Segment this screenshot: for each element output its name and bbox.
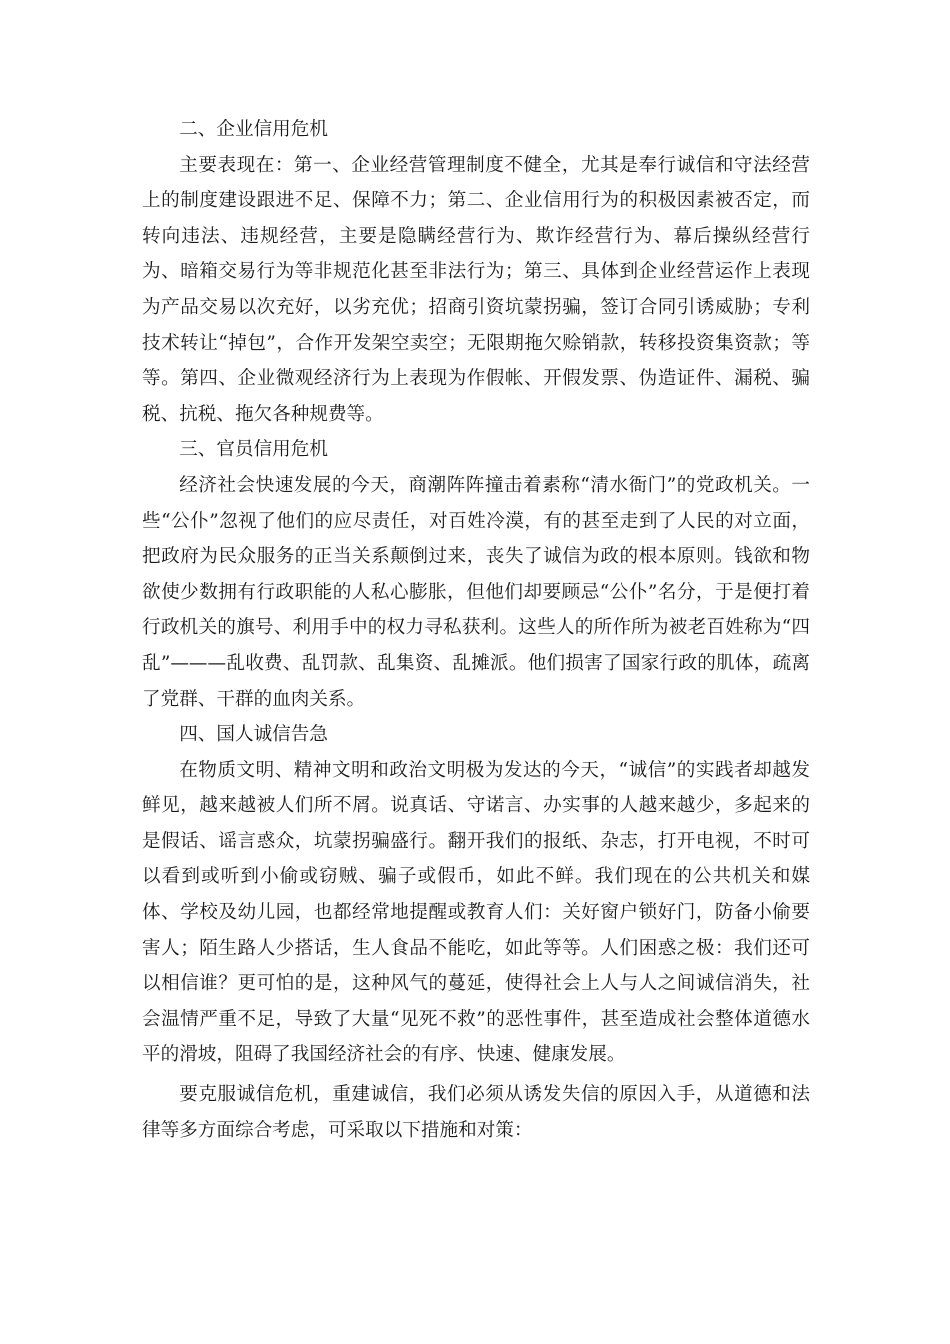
section-body-official-credit: 经济社会快速发展的今天，商潮阵阵撞击着素称“清水衙门”的党政机关。一些“公仆”忽视了他们的应尽责任，对百姓冷漠，有的甚至走到了人民的对立面，把政府为民众服务的正当关系颠倒过来，丧失了诚信为政的根本原则。钱欲和物欲使少数拥有行政职能的人私心膨胀，但他们却要顾忌“公仆”名分，于是便打着行政机关的旗号、利用手中的权力寻私获利。这些人的所作所为被老百姓称为“四乱”———乱收费、乱罚款、乱集资、乱摊派。他们损害了国家行政的肌体，疏离了党群、干群的血肉关系。 xyxy=(142,474,810,710)
closing-paragraph: 要克服诚信危机，重建诚信，我们必须从诱发失信的原因入手，从道德和法律等多方面综合考虑，可采取以下措施和对策： xyxy=(142,1084,810,1141)
section-body-enterprise-credit: 主要表现在：第一、企业经营管理制度不健全，尤其是奉行诚信和守法经营上的制度建设跟进不足、保障不力；第二、企业信用行为的积极因素被否定，而转向违法、违规经营，主要是隐瞒经营行为、欺诈经营行为、幕后操纵经营行为、暗箱交易行为等非规范化甚至非法行为；第三、具体到企业经营运作上表现为产品交易以次充好，以劣充优；招商引资坑蒙拐骗，签订合同引诱威胁；专利技术转让“掉包”，合作开发架空卖空；无限期拖欠赊销款，转移投资集资款；等等。第四、企业微观经济行为上表现为作假帐、开假发票、伪造证件、漏税、骗税、抗税、拖欠各种规费等。 xyxy=(142,154,810,425)
document-page xyxy=(142,112,810,1148)
section-heading-official-credit: 三、官员信用危机 xyxy=(179,439,328,461)
section-heading-public-integrity: 四、国人诚信告急 xyxy=(179,724,328,746)
section-body-public-integrity: 在物质文明、精神文明和政治文明极为发达的今天，“诚信”的实践者却越发鲜见，越来越被人们所不屑。说真话、守诺言、办实事的人越来越少，多起来的是假话、谣言惑众，坑蒙拐骗盛行。翻开我们的报纸、杂志，打开电视，不时可以看到或听到小偷或窃贼、骗子或假币，如此不鲜。我们现在的公共机关和媒体、学校及幼儿园，也都经常地提醒或教育人们：关好窗户锁好门，防备小偷要害人；陌生路人少搭话，生人食品不能吃，如此等等。人们困惑之极：我们还可以相信谁？更可怕的是，这种风气的蔓延，使得社会上人与人之间诚信消失，社会温情严重不足，导致了大量“见死不救”的恶性事件，甚至造成社会整体道德水平的滑坡，阻碍了我国经济社会的有序、快速、健康发展。 xyxy=(142,759,810,1066)
section-heading-enterprise-credit: 二、企业信用危机 xyxy=(179,119,328,140)
